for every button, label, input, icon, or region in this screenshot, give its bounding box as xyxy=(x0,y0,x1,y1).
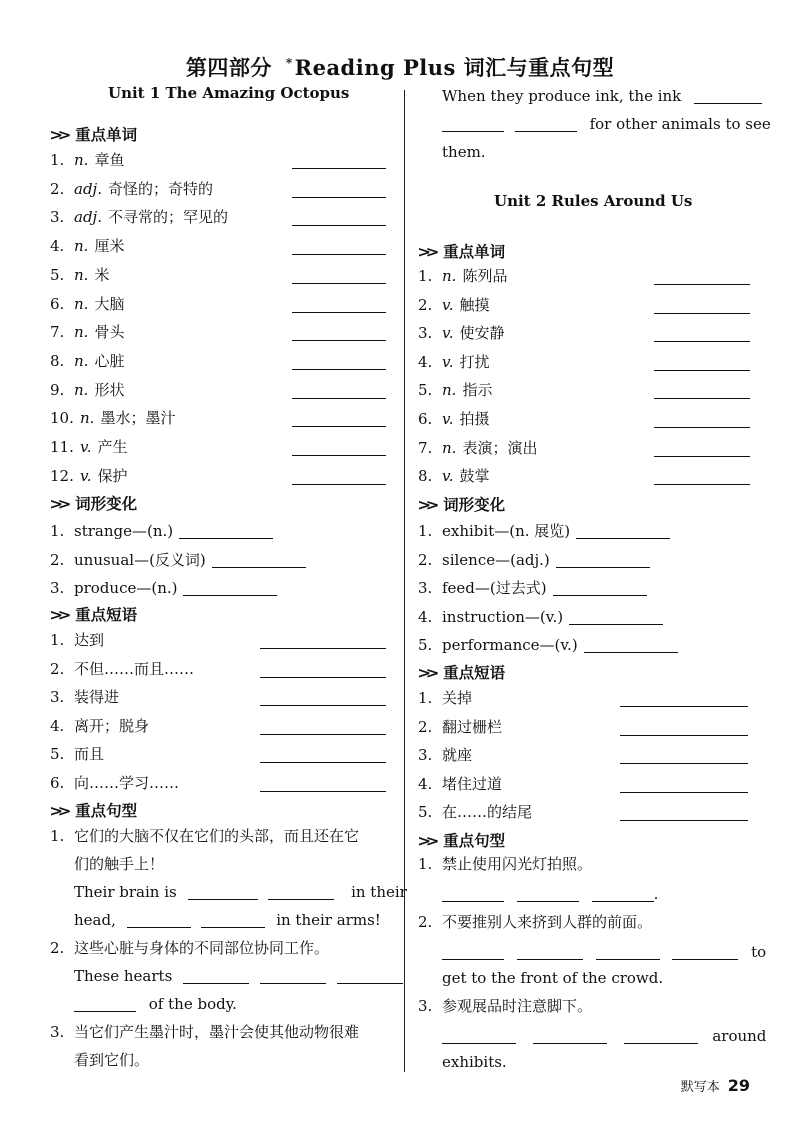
item-text: 堵住过道 xyxy=(442,774,503,793)
u2-s1-zh: 禁止使用闪光灯拍照。 xyxy=(442,855,593,873)
chevron-right-icon: >> xyxy=(417,243,434,261)
answer-blank[interactable] xyxy=(292,484,386,485)
answer-blank[interactable] xyxy=(620,763,748,764)
answer-blank[interactable] xyxy=(517,886,579,902)
footer-label: 默写本 xyxy=(680,1080,720,1095)
vocab-item xyxy=(418,376,758,404)
item-number: 5. xyxy=(418,636,433,654)
part-of-speech: n. xyxy=(442,438,457,457)
u1-s1-en-line1: Their brain is in their xyxy=(74,883,407,901)
item-number: 4. xyxy=(50,716,65,735)
phrase-item xyxy=(50,769,390,797)
answer-blank[interactable] xyxy=(260,734,386,735)
item-number: 3. xyxy=(50,688,65,706)
answer-blank[interactable] xyxy=(268,884,334,900)
item-number: 8. xyxy=(418,467,433,486)
item-text: 指示 xyxy=(462,381,493,400)
item-text: 打扰 xyxy=(459,352,490,371)
answer-blank[interactable] xyxy=(442,1028,516,1044)
form-item xyxy=(50,574,390,602)
part-of-speech: v. xyxy=(80,438,92,456)
vocab-item xyxy=(50,376,390,404)
item-text: 陈列品 xyxy=(462,267,508,285)
answer-blank[interactable] xyxy=(620,820,748,821)
answer-blank[interactable] xyxy=(576,538,670,539)
chevron-right-icon: >> xyxy=(417,664,434,682)
answer-blank[interactable] xyxy=(292,455,386,456)
item-number: 10. xyxy=(50,409,74,428)
vocab-item xyxy=(50,347,390,375)
part-of-speech: n. xyxy=(74,151,89,169)
part-of-speech: v. xyxy=(80,466,92,485)
item-number: 5. xyxy=(50,745,65,763)
item-number: 3. xyxy=(418,746,433,764)
unit2-sentences-header: >> 重点句型 xyxy=(417,832,506,850)
answer-blank[interactable] xyxy=(584,652,678,653)
u1-s1-en-line2: head, in their arms! xyxy=(74,911,381,929)
answer-blank[interactable] xyxy=(654,341,750,342)
answer-blank[interactable] xyxy=(654,370,750,371)
item-text: 翻过栅栏 xyxy=(442,717,503,736)
item-number: 5. xyxy=(418,803,433,821)
answer-blank[interactable] xyxy=(624,1028,698,1044)
answer-blank[interactable] xyxy=(596,944,660,960)
unit1-phrases-header: >> 重点短语 xyxy=(49,606,138,624)
item-number: 6. xyxy=(50,773,65,792)
u1-s3-en-line3: them. xyxy=(442,143,486,161)
vocab-item xyxy=(418,462,758,490)
vocab-item xyxy=(418,319,758,347)
item-text: 产生 xyxy=(97,438,128,456)
item-number: 7. xyxy=(418,438,433,457)
item-number: 3. xyxy=(418,579,433,597)
part-of-speech: adj. xyxy=(74,179,102,198)
item-number: 3. xyxy=(50,579,65,597)
answer-blank[interactable] xyxy=(292,283,386,284)
part-of-speech: n. xyxy=(442,267,457,285)
answer-blank[interactable] xyxy=(292,398,386,399)
page-number: 29 xyxy=(727,1076,750,1095)
answer-blank[interactable] xyxy=(556,567,650,568)
item-text: 就座 xyxy=(442,746,473,764)
u1-s3-zh-line1: 当它们产生墨汁时，墨汁会使其他动物很难 xyxy=(74,1023,360,1041)
u1-s2-en-line1: These hearts xyxy=(74,962,403,990)
star-mark: * xyxy=(285,56,293,70)
u2-s1-en: . xyxy=(442,880,658,908)
part-of-speech: n. xyxy=(80,409,95,428)
answer-blank[interactable] xyxy=(201,912,265,928)
unit1-title: Unit 1 The Amazing Octopus xyxy=(108,84,350,102)
item-number: 2. xyxy=(418,550,433,569)
part-of-speech: v. xyxy=(442,467,454,486)
part-of-speech: v. xyxy=(442,324,454,343)
answer-blank[interactable] xyxy=(672,944,738,960)
answer-blank[interactable] xyxy=(260,791,386,792)
item-number: 2. xyxy=(50,659,65,678)
item-number: 9. xyxy=(50,380,65,399)
u2-s3-zh: 参观展品时注意脚下。 xyxy=(442,997,593,1015)
item-number: 12. xyxy=(50,466,74,485)
vocab-item xyxy=(50,462,390,490)
part-of-speech: v. xyxy=(442,410,454,428)
vocab-item xyxy=(418,291,758,319)
answer-blank[interactable] xyxy=(515,116,577,132)
item-number: 4. xyxy=(50,237,65,256)
item-text: 触摸 xyxy=(459,295,490,314)
column-divider xyxy=(404,90,405,1072)
item-text: strange—(n.) xyxy=(74,522,174,540)
answer-blank[interactable] xyxy=(260,705,386,706)
answer-blank[interactable] xyxy=(292,340,386,341)
unit1-vocab-header: >> 重点单词 xyxy=(49,126,138,144)
item-text: 形状 xyxy=(94,380,125,399)
u2-s3-en-line2: exhibits. xyxy=(442,1053,507,1071)
answer-blank[interactable] xyxy=(292,426,386,427)
item-text: 而且 xyxy=(74,745,105,763)
form-item xyxy=(418,574,758,602)
vocab-item xyxy=(418,262,758,290)
item-number: 3. xyxy=(418,324,433,343)
u2-s3-num: 3. xyxy=(418,997,433,1015)
answer-blank[interactable] xyxy=(654,313,750,314)
item-text: 鼓掌 xyxy=(459,467,490,486)
item-text: 关掉 xyxy=(442,689,473,707)
answer-blank[interactable] xyxy=(654,456,750,457)
answer-blank[interactable] xyxy=(260,762,386,763)
vocab-item xyxy=(50,290,390,318)
vocab-item xyxy=(418,348,758,376)
form-item xyxy=(50,546,390,574)
u2-s1-num: 1. xyxy=(418,855,433,873)
answer-blank[interactable] xyxy=(620,735,748,736)
form-item xyxy=(418,546,758,574)
answer-blank[interactable] xyxy=(183,968,249,984)
u1-s3-en-line2: for other animals to see xyxy=(442,110,771,138)
answer-blank[interactable] xyxy=(569,624,663,625)
u1-s1-num: 1. xyxy=(50,827,65,845)
item-text: 拍摄 xyxy=(459,410,490,428)
item-number: 1. xyxy=(50,151,65,169)
chevron-right-icon: >> xyxy=(417,496,434,514)
phrase-item xyxy=(50,655,390,683)
item-number: 4. xyxy=(418,607,433,626)
answer-blank[interactable] xyxy=(517,944,583,960)
form-item xyxy=(418,517,758,545)
item-number: 11. xyxy=(50,438,74,456)
item-number: 4. xyxy=(418,774,433,793)
unit2-phrases-header: >> 重点短语 xyxy=(417,664,506,682)
page-footer xyxy=(681,1076,750,1095)
phrase-item xyxy=(418,713,758,741)
part-of-speech: n. xyxy=(74,265,89,284)
item-number: 1. xyxy=(418,267,433,285)
answer-blank[interactable] xyxy=(553,595,647,596)
item-text: 章鱼 xyxy=(94,151,125,169)
answer-blank[interactable] xyxy=(592,886,654,902)
answer-blank[interactable] xyxy=(337,968,403,984)
u1-s2-en-line2: of the body. xyxy=(74,990,237,1018)
item-number: 2. xyxy=(418,717,433,736)
item-number: 2. xyxy=(418,295,433,314)
answer-blank[interactable] xyxy=(442,944,504,960)
item-text: 达到 xyxy=(74,631,105,649)
vocab-item xyxy=(50,404,390,432)
item-number: 7. xyxy=(50,323,65,342)
answer-blank[interactable] xyxy=(292,369,386,370)
unit2-title: Unit 2 Rules Around Us xyxy=(494,192,693,210)
form-item xyxy=(418,603,758,631)
item-number: 6. xyxy=(50,294,65,313)
answer-blank[interactable] xyxy=(127,912,191,928)
answer-blank[interactable] xyxy=(533,1028,607,1044)
vocab-item xyxy=(418,434,758,462)
answer-blank[interactable] xyxy=(442,886,504,902)
phrase-item xyxy=(50,712,390,740)
chevron-right-icon: >> xyxy=(49,495,66,513)
chevron-right-icon: >> xyxy=(417,832,434,850)
unit2-forms-header: >> 词形变化 xyxy=(417,496,506,514)
item-number: 4. xyxy=(418,352,433,371)
item-text: 向……学习…… xyxy=(74,773,180,792)
item-number: 1. xyxy=(50,631,65,649)
item-text: 墨水；墨汁 xyxy=(100,409,176,428)
chevron-right-icon: >> xyxy=(49,606,66,624)
u2-s2-en-line2: get to the front of the crowd. xyxy=(442,969,664,987)
phrase-item xyxy=(418,770,758,798)
vocab-item xyxy=(50,232,390,260)
answer-blank[interactable] xyxy=(620,792,748,793)
phrase-item xyxy=(50,683,390,711)
form-item xyxy=(418,631,758,659)
u1-s1-zh-line2: 们的触手上！ xyxy=(74,855,165,873)
item-text: exhibit—(n. 展览) xyxy=(442,522,571,540)
answer-blank[interactable] xyxy=(654,427,750,428)
item-number: 5. xyxy=(418,381,433,400)
item-number: 6. xyxy=(418,410,433,428)
answer-blank[interactable] xyxy=(292,168,386,169)
answer-blank[interactable] xyxy=(260,677,386,678)
u2-s2-zh: 不要推别人来挤到人群的前面。 xyxy=(442,913,653,931)
u1-s1-zh-line1: 它们的大脑不仅在它们的头部，而且还在它 xyxy=(74,827,360,845)
answer-blank[interactable] xyxy=(179,538,273,539)
item-number: 8. xyxy=(50,351,65,370)
phrase-item xyxy=(50,626,390,654)
item-text: 保护 xyxy=(97,466,128,485)
answer-blank[interactable] xyxy=(260,968,326,984)
item-number: 1. xyxy=(50,522,65,540)
u2-s2-en-line1: to xyxy=(442,938,766,966)
vocab-item xyxy=(50,261,390,289)
vocab-item xyxy=(50,318,390,346)
part-of-speech: n. xyxy=(74,237,89,256)
item-text: 不寻常的；罕见的 xyxy=(107,208,228,227)
vocab-item xyxy=(50,175,390,203)
item-number: 2. xyxy=(50,550,65,569)
item-number: 5. xyxy=(50,265,65,284)
answer-blank[interactable] xyxy=(260,648,386,649)
item-number: 1. xyxy=(418,689,433,707)
part-of-speech: n. xyxy=(74,323,89,342)
u1-s3-zh-line2: 看到它们。 xyxy=(74,1051,150,1069)
item-text: instruction—(v.) xyxy=(442,607,564,626)
item-number: 1. xyxy=(418,522,433,540)
vocab-item xyxy=(50,433,390,461)
part-of-speech: n. xyxy=(74,351,89,370)
chevron-right-icon: >> xyxy=(49,126,66,144)
item-text: 厘米 xyxy=(94,237,125,256)
answer-blank[interactable] xyxy=(183,595,277,596)
item-number: 2. xyxy=(50,179,65,198)
phrase-item xyxy=(418,798,758,826)
unit1-sentences-header: >> 重点句型 xyxy=(49,802,138,820)
item-text: 心脏 xyxy=(94,351,125,370)
part-of-speech: n. xyxy=(442,381,457,400)
answer-blank[interactable] xyxy=(292,225,386,226)
vocab-item xyxy=(418,405,758,433)
u1-s3-num: 3. xyxy=(50,1023,65,1041)
answer-blank[interactable] xyxy=(654,284,750,285)
phrase-item xyxy=(50,740,390,768)
answer-blank[interactable] xyxy=(74,996,136,1012)
phrase-item xyxy=(418,741,758,769)
part-of-speech: n. xyxy=(74,294,89,313)
answer-blank[interactable] xyxy=(654,398,750,399)
phrase-item xyxy=(418,684,758,712)
item-text: 表演；演出 xyxy=(462,438,538,457)
part-of-speech: v. xyxy=(442,352,454,371)
item-text: feed—(过去式) xyxy=(442,579,547,597)
item-text: performance—(v.) xyxy=(442,636,578,654)
chevron-right-icon: >> xyxy=(49,802,66,820)
item-text: 装得进 xyxy=(74,688,120,706)
answer-blank[interactable] xyxy=(188,884,258,900)
answer-blank[interactable] xyxy=(442,116,504,132)
item-text: 米 xyxy=(94,265,110,284)
vocab-item xyxy=(50,146,390,174)
answer-blank[interactable] xyxy=(292,254,386,255)
section-name: Reading Plus 词汇与重点句型 xyxy=(294,55,615,80)
form-item xyxy=(50,517,390,545)
answer-blank[interactable] xyxy=(694,88,762,104)
item-text: 使安静 xyxy=(459,324,505,343)
item-text: 在……的结尾 xyxy=(442,803,533,821)
u1-s3-en-line1: When they produce ink, the ink xyxy=(442,82,762,110)
item-text: 奇怪的；奇特的 xyxy=(107,179,213,198)
u2-s3-en-line1: around xyxy=(442,1022,766,1050)
item-text: 大脑 xyxy=(94,294,125,313)
page-title xyxy=(0,52,800,82)
item-text: 骨头 xyxy=(94,323,125,342)
answer-blank[interactable] xyxy=(212,567,306,568)
item-text: unusual—(反义词) xyxy=(74,550,206,569)
item-text: silence—(adj.) xyxy=(442,550,550,569)
part-of-speech: adj. xyxy=(74,208,102,227)
u1-s2-zh: 这些心脏与身体的不同部位协同工作。 xyxy=(74,939,330,957)
item-text: produce—(n.) xyxy=(74,579,178,597)
item-text: 离开；脱身 xyxy=(74,716,150,735)
answer-blank[interactable] xyxy=(292,197,386,198)
answer-blank[interactable] xyxy=(292,312,386,313)
part-of-speech: n. xyxy=(74,380,89,399)
unit1-forms-header: >> 词形变化 xyxy=(49,495,138,513)
answer-blank[interactable] xyxy=(654,484,750,485)
part-of-speech: v. xyxy=(442,295,454,314)
item-number: 3. xyxy=(50,208,65,227)
unit2-vocab-header: >> 重点单词 xyxy=(417,243,506,261)
u1-s2-num: 2. xyxy=(50,939,65,957)
vocab-item xyxy=(50,203,390,231)
part-label: 第四部分 xyxy=(185,55,272,80)
item-text: 不但……而且…… xyxy=(74,659,195,678)
answer-blank[interactable] xyxy=(620,706,748,707)
u2-s2-num: 2. xyxy=(418,913,433,931)
